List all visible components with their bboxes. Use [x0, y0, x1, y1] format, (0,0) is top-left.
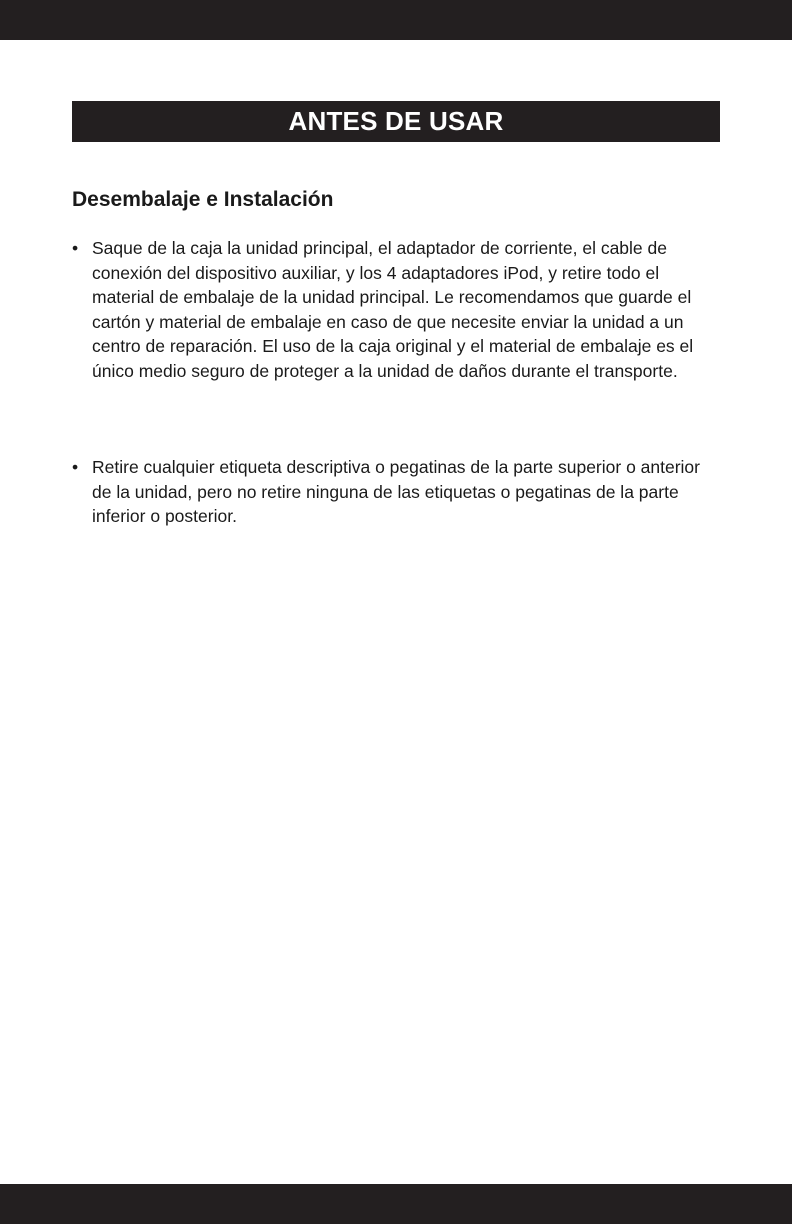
bullet-list-labels — [72, 455, 720, 529]
list-item — [72, 455, 720, 529]
top-page-bar — [0, 0, 792, 40]
section-banner — [72, 101, 720, 142]
bottom-page-bar — [0, 1184, 792, 1224]
list-item — [72, 236, 720, 383]
list-item-text: Retire cualquier etiqueta descriptiva o pegatinas de la parte superior o anterior de la unidad, pero no retire ninguna de las etiquetas o pegatinas de la parte inferior o posterior. — [92, 457, 700, 526]
bullet-icon: • — [72, 238, 79, 258]
bullet-icon: • — [72, 457, 79, 477]
list-item-text: Saque de la caja la unidad principal, el adaptador de corriente, el cable de conexión del dispositivo auxiliar, y los 4 adaptadores iPod, y retire todo el material de embalaje de la unidad principal. Le recomendamos que guarde el cartón y material de embalaje en caso de que necesite enviar la unidad a un centro de reparación. El uso de la caja original y el material de embalaje es el único medio seguro de proteger a la unidad de daños durante el transporte. — [92, 238, 694, 381]
bullet-list-unpacking — [72, 236, 720, 383]
subsection-heading: Desembalaje e Instalación — [72, 188, 334, 211]
section-banner-title: ANTES DE USAR — [288, 106, 504, 136]
